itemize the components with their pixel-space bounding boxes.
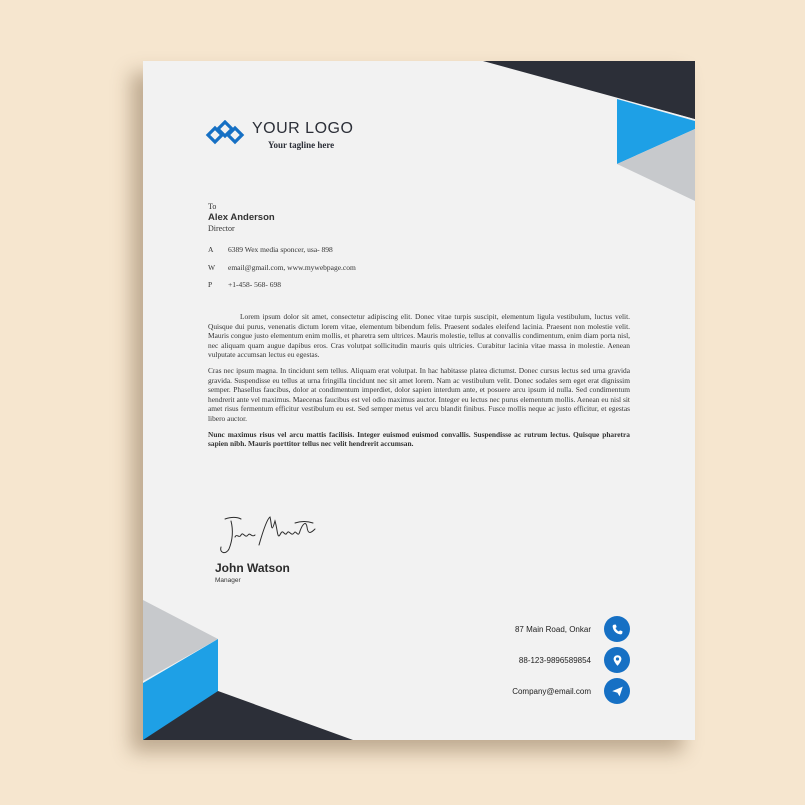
contact-value: +1-458- 568- 698 [228,280,281,290]
to-label: To [208,202,217,211]
handwritten-signature [215,511,325,559]
signer-role: Manager [215,577,241,584]
contact-row [208,241,356,259]
contact-key: A [208,245,214,255]
footer-address [515,616,630,642]
contact-list [208,241,356,294]
contact-row [208,259,356,277]
send-icon [604,678,630,704]
location-icon [604,647,630,673]
contact-key: W [208,262,216,272]
letter-body [208,312,630,455]
contact-row [208,276,356,294]
logo-diamonds-icon [204,120,246,152]
email-text: Company@email.com [512,686,591,696]
address-text: 87 Main Road, Onkar [514,624,591,634]
logo-name: YOUR LOGO [252,120,354,137]
letterhead-sheet [143,61,695,740]
logo [204,120,353,152]
recipient-title: Director [208,224,235,233]
footer-email [512,678,630,704]
recipient-name: Alex Anderson [208,212,275,223]
logo-tagline: Your tagline here [268,140,335,150]
footer-phone [519,647,630,673]
contact-key: P [208,280,213,290]
body-paragraph: Lorem ipsum dolor sit amet, consectetur adipiscing elit. Donec vitae turpis suscipit, elementum ligula vestibulum, luctus velit. Quisque dui purus, venenatis dictum lorem vitae, elementum bibendum felis. Praesent sodales eleifend lacinia. Praesent non molestie velit. Mauris congue justo elementum enim mollis, et pharetra sem ultrices. Mauris molestie, tellus at convallis condimentum, enim diam porta nisl, nec aliquam quam augue dapibus eros. Cras volutpat sollicitudin mauris quis ultricies. Curabitur lacinia vitae massa in molestie. Aenean vulputate accumsan lectus eu egestas. [208,312,630,360]
recipient-block [208,201,275,234]
phone-icon [604,616,630,642]
contact-value: email@gmail.com, www.mywebpage.com [228,262,356,272]
signer-name: John Watson [215,561,290,575]
body-paragraph: Cras nec ipsum magna. In tincidunt sem tellus. Aliquam erat volutpat. In hac habitasse platea dictumst. Donec cursus lectus sed urna gravida gravida. Suspendisse eu tellus at urna fringilla tincidunt nec sit amet lorem. Nam ac vestibulum velit. Donec sodales sem eget erat dignissim semper. Phasellus faucibus, dolor at condimentum imperdiet, dolor sapien interdum ante, et posuere arcu ipsum id nulla. Sed condimentum hendrerit ante vel maximus. Maecenas faucibus est vel odio maximus auctor. Integer eu lectus nec purus elementum mollis. Aenean eu nisl sit amet risus fermentum efficitur vestibulum eu est. Sed semper metus vel arcu blandit finibus. Fusce mollis neque ac justo efficitur, et egestas libero auctor. [208,365,630,423]
contact-value: 6389 Wex media sponcer, usa- 898 [228,245,333,255]
body-paragraph: Nunc maximus risus vel arcu mattis facilisis. Integer euismod euismod convallis. Suspendisse ac rutrum lectus. Quisque pharetra sapien nibh. Mauris porttitor tellus nec velit hendrerit accumsan. [208,429,630,449]
phone-text: 88-123-9896589854 [518,655,591,665]
